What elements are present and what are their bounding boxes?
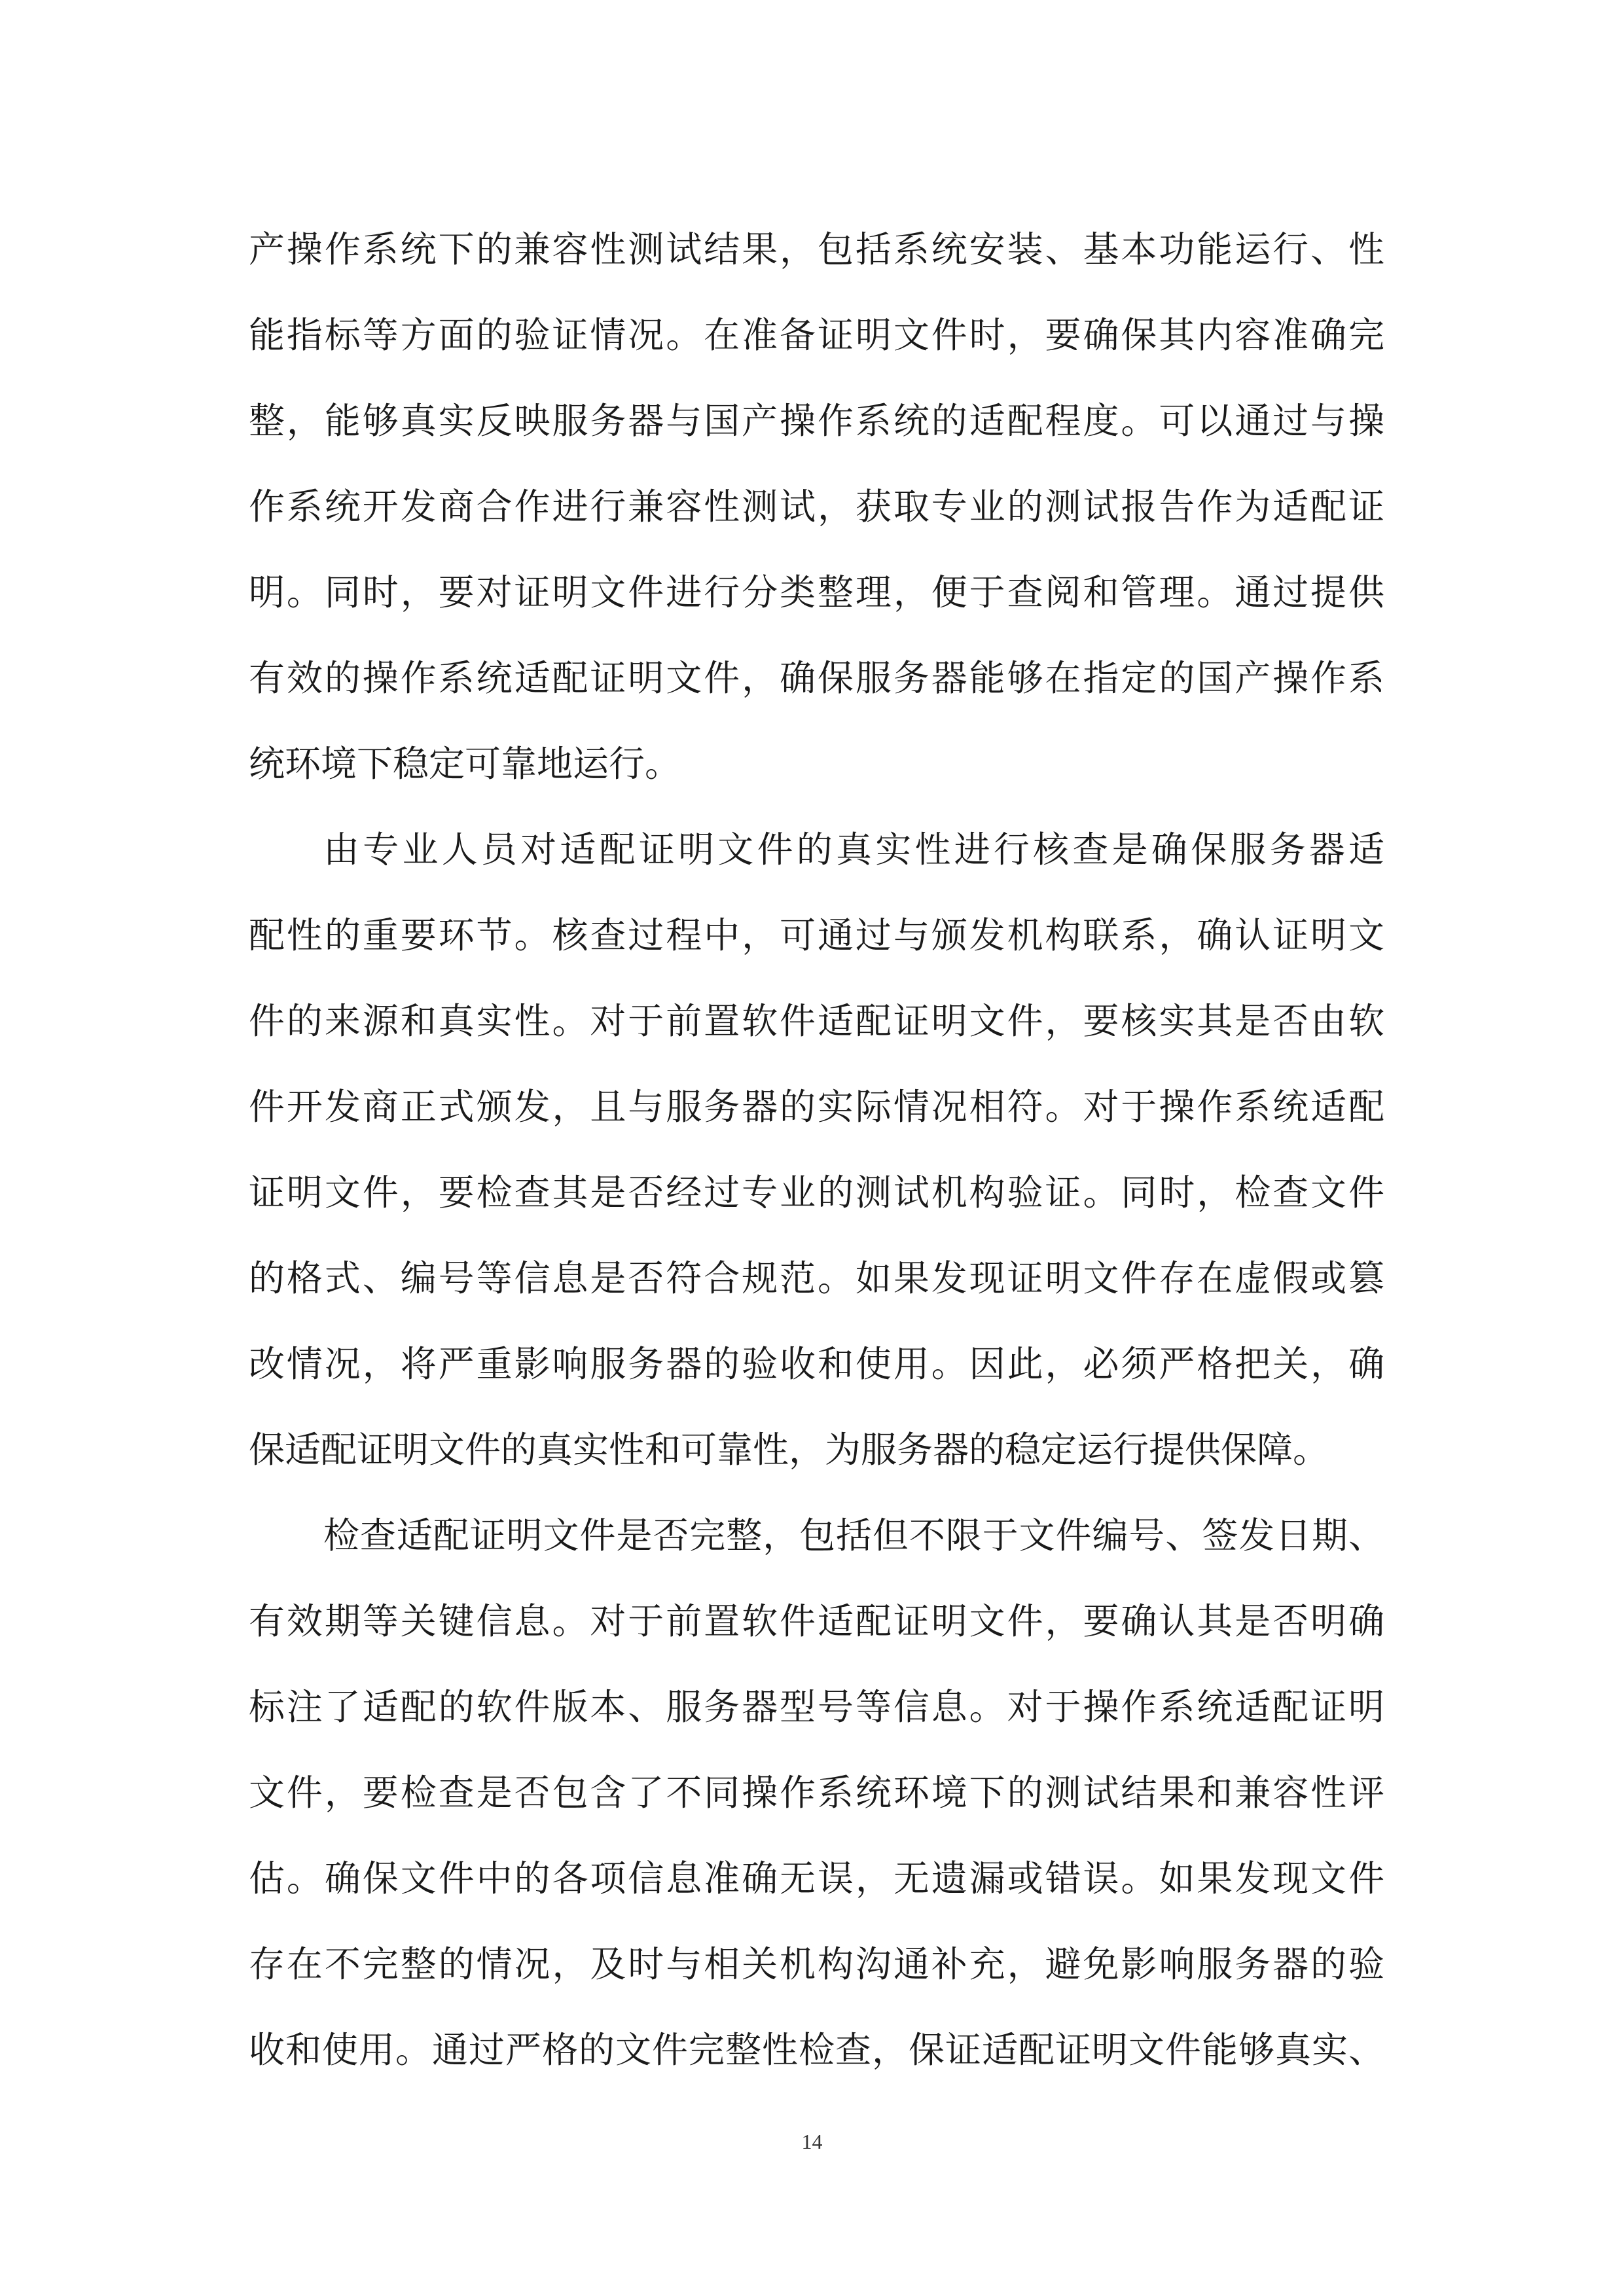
text-line: 件开发商正式颁发，且与服务器的实际情况相符。对于操作系统适配 [249,1086,1384,1128]
text-line: 改情况，将严重影响服务器的验收和使用。因此，必须严格把关，确 [249,1343,1384,1385]
paragraph-3 [249,1493,1384,2093]
text-line: 明。同时，要对证明文件进行分类整理，便于查阅和管理。通过提供 [249,571,1384,613]
text-line: 能指标等方面的验证情况。在准备证明文件时，要确保其内容准确完 [249,314,1384,356]
text-line: 标注了适配的软件版本、服务器型号等信息。对于操作系统适配证明 [249,1686,1384,1728]
text-line: 作系统开发商合作进行兼容性测试，获取专业的测试报告作为适配证 [249,486,1384,528]
text-line: 件的来源和真实性。对于前置软件适配证明文件，要核实其是否由软 [249,1000,1384,1042]
text-line: 统环境下稳定可靠地运行。 [249,743,681,785]
text-line: 有效期等关键信息。对于前置软件适配证明文件，要确认其是否明确 [249,1600,1384,1642]
text-line: 产操作系统下的兼容性测试结果，包括系统安装、基本功能运行、性 [249,228,1384,270]
paragraph-1 [249,207,1384,807]
document-body [249,207,1384,2093]
text-line: 有效的操作系统适配证明文件，确保服务器能够在指定的国产操作系 [249,657,1384,699]
paragraph-2 [249,807,1384,1493]
text-line: 检查适配证明文件是否完整，包括但不限于文件编号、签发日期、 [323,1515,1384,1556]
text-line: 文件，要检查是否包含了不同操作系统环境下的测试结果和兼容性评 [249,1772,1384,1814]
text-line: 整，能够真实反映服务器与国产操作系统的适配程度。可以通过与操 [249,400,1384,442]
text-line: 估。确保文件中的各项信息准确无误，无遗漏或错误。如果发现文件 [249,1857,1384,1899]
text-line: 保适配证明文件的真实性和可靠性，为服务器的稳定运行提供保障。 [249,1429,1329,1471]
text-line: 的格式、编号等信息是否符合规范。如果发现证明文件存在虚假或篡 [249,1257,1384,1299]
page-number: 14 [801,2130,823,2153]
text-line: 由专业人员对适配证明文件的真实性进行核查是确保服务器适 [323,829,1384,870]
text-line: 收和使用。通过严格的文件完整性检查，保证适配证明文件能够真实、 [249,2029,1384,2071]
text-line: 配性的重要环节。核查过程中，可通过与颁发机构联系，确认证明文 [249,914,1384,956]
text-line: 证明文件，要检查其是否经过专业的测试机构验证。同时，检查文件 [249,1172,1384,1213]
text-line: 存在不完整的情况，及时与相关机构沟通补充，避免影响服务器的验 [249,1943,1384,1985]
